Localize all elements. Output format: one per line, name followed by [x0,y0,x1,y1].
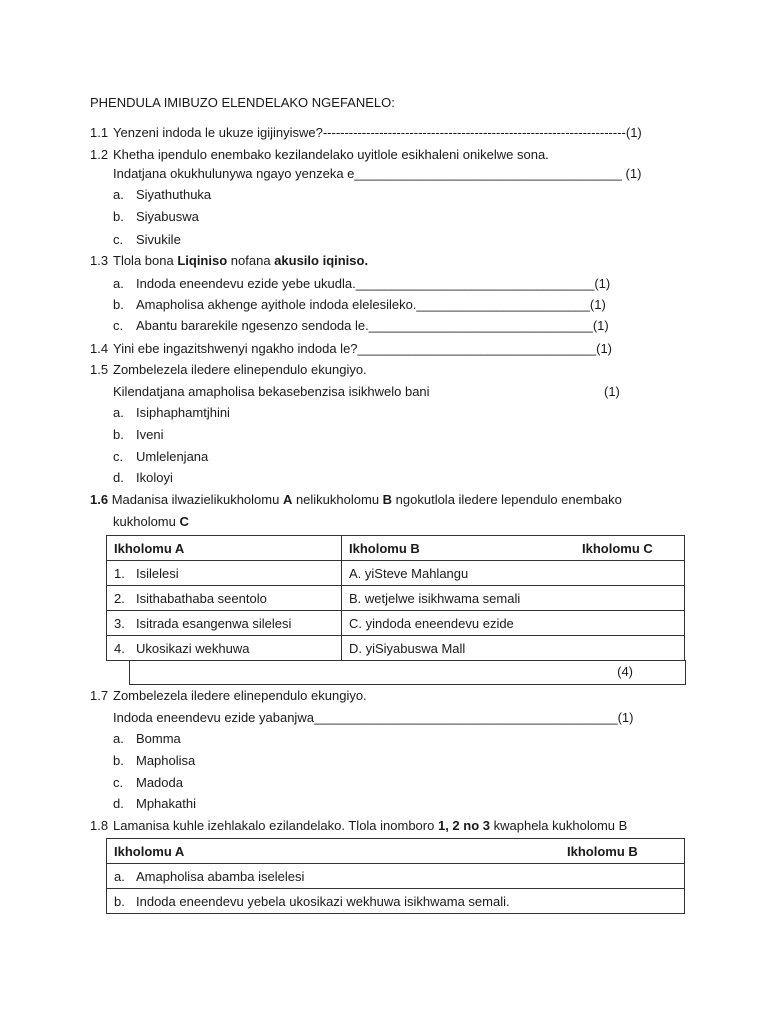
q1-7-option-b-letter: b. [113,753,124,768]
q1-6-text-line2: kukholomu C [113,514,189,529]
row-3-column-b: C. yindoda eneendevu ezide [342,611,576,636]
row-1-column-b: A. yiSteve Mahlangu [342,561,576,586]
q1-7-option-d-letter: d. [113,796,124,811]
q1-8-text: Lamanisa kuhle izehlakalo ezilandelako. Tlola inomboro 1, 2 no 3 kwaphela kukholomu B [113,818,628,833]
table-row [107,586,685,611]
row-3-column-c-answer[interactable] [575,611,685,636]
header-column-c: Ikholomu C [575,536,685,561]
row-a-column-a: a. Amapholisa abamba iselelesi [107,864,561,889]
q1-7-option-a[interactable]: Bomma [136,731,181,746]
q1-2-option-c[interactable]: Sivukile [136,232,181,247]
table-row [107,561,685,586]
row-b-column-a: b. Indoda eneendevu yebela ukosikazi wekhuwa isikhwama semali. [107,889,561,914]
q1-2-number: 1.2 [90,147,109,162]
q1-7-prompt: Indoda eneendevu ezide yabanjwa__________________________________________(1) [113,710,634,725]
row-4-column-a: 4. Ukosikazi wekhuwa [107,636,342,661]
q1-3-item-a-letter: a. [113,276,124,291]
q1-3-text: Tlola bona Liqiniso nofana akusilo iqiniso. [113,253,369,268]
table-row [107,864,685,889]
q1-5-number: 1.5 [90,362,109,377]
header-column-b: Ikholomu B [560,839,685,864]
q1-7-option-c[interactable]: Madoda [136,775,183,790]
q1-5-option-b[interactable]: Iveni [136,427,164,442]
row-b-column-b-answer[interactable] [560,889,685,914]
q1-3-item-a: Indoda eneendevu ezide yebe ukudla._________________________________(1) [136,276,611,291]
q1-8-number: 1.8 [90,818,109,833]
q1-4-text: Yini ebe ingazitshwenyi ngakho indoda le?_________________________________(1) [113,341,613,356]
q1-2-option-a-letter: a. [113,187,124,202]
q1-4-number: 1.4 [90,341,109,356]
q1-5-text: Zombelezela iledere elinependulo ekungiyo. [113,362,367,377]
q1-2-prompt: Indatjana okukhulunywa ngayo yenzeka e_____________________________________ (1) [113,166,642,181]
q1-6-text: 1.6 Madanisa ilwazielikukholomu A nelikukholomu B ngokutlola iledere lependulo enembako [90,492,622,507]
q1-2-option-c-letter: c. [113,232,124,247]
row-1-column-c-answer[interactable] [575,561,685,586]
table-row [107,611,685,636]
q1-6-marks-row [129,660,686,685]
row-2-column-a: 2. Isithabathaba seentolo [107,586,342,611]
q1-7-option-d[interactable]: Mphakathi [136,796,196,811]
q1-5-mark: (1) [604,384,620,399]
q1-5-option-b-letter: b. [113,427,124,442]
q1-5-option-c[interactable]: Umlelenjana [136,449,209,464]
q1-7-option-a-letter: a. [113,731,124,746]
row-4-column-b: D. yiSiyabuswa Mall [342,636,576,661]
header-column-a: Ikholomu A [107,536,342,561]
table-row [107,889,685,914]
row-a-column-b-answer[interactable] [560,864,685,889]
q1-2-text: Khetha ipendulo enembako kezilandelako uyitlole esikhaleni onikelwe sona. [113,147,549,162]
q1-5-option-c-letter: c. [113,449,124,464]
q1-7-option-b[interactable]: Mapholisa [136,753,196,768]
q1-3-item-b: Amapholisa akhenge ayithole indoda elelesileko.________________________(1) [136,297,606,312]
q1-7-number: 1.7 [90,688,109,703]
q1-3-item-c: Abantu bararekile ngesenzo sendoda le._______________________________(1) [136,318,609,333]
table-row [107,636,685,661]
header-column-b: Ikholomu B [342,536,576,561]
table-header-row [107,839,685,864]
q1-6-table [106,535,685,661]
row-2-column-c-answer[interactable] [575,586,685,611]
row-1-column-a: 1. Isilelesi [107,561,342,586]
q1-1-text: Yenzeni indoda le ukuze igijinyiswe?----------------------------------------------------------------------(1) [113,125,642,140]
q1-6-mark: (4) [617,664,633,679]
q1-8-table [106,838,685,914]
q1-3-item-b-letter: b. [113,297,124,312]
q1-7-option-c-letter: c. [113,775,124,790]
q1-7-text: Zombelezela iledere elinependulo ekungiyo. [113,688,367,703]
q1-5-option-d[interactable]: Ikoloyi [136,470,173,485]
q1-5-option-a-letter: a. [113,405,124,420]
table-header-row [107,536,685,561]
q1-5-prompt: Kilendatjana amapholisa bekasebenzisa isikhwelo bani [113,384,430,399]
row-4-column-c-answer[interactable] [575,636,685,661]
q1-5-option-d-letter: d. [113,470,124,485]
q1-2-option-b-letter: b. [113,209,124,224]
q1-5-option-a[interactable]: Isiphaphamtjhini [136,405,230,420]
q1-2-option-b[interactable]: Siyabuswa [136,209,199,224]
row-3-column-a: 3. Isitrada esangenwa silelesi [107,611,342,636]
header-column-a: Ikholomu A [107,839,561,864]
q1-3-item-c-letter: c. [113,318,124,333]
page-heading: PHENDULA IMIBUZO ELENDELAKO NGEFANELO: [90,95,395,110]
q1-2-option-a[interactable]: Siyathuthuka [136,187,212,202]
q1-1-number: 1.1 [90,125,109,140]
q1-3-number: 1.3 [90,253,109,268]
row-2-column-b: B. wetjelwe isikhwama semali [342,586,576,611]
